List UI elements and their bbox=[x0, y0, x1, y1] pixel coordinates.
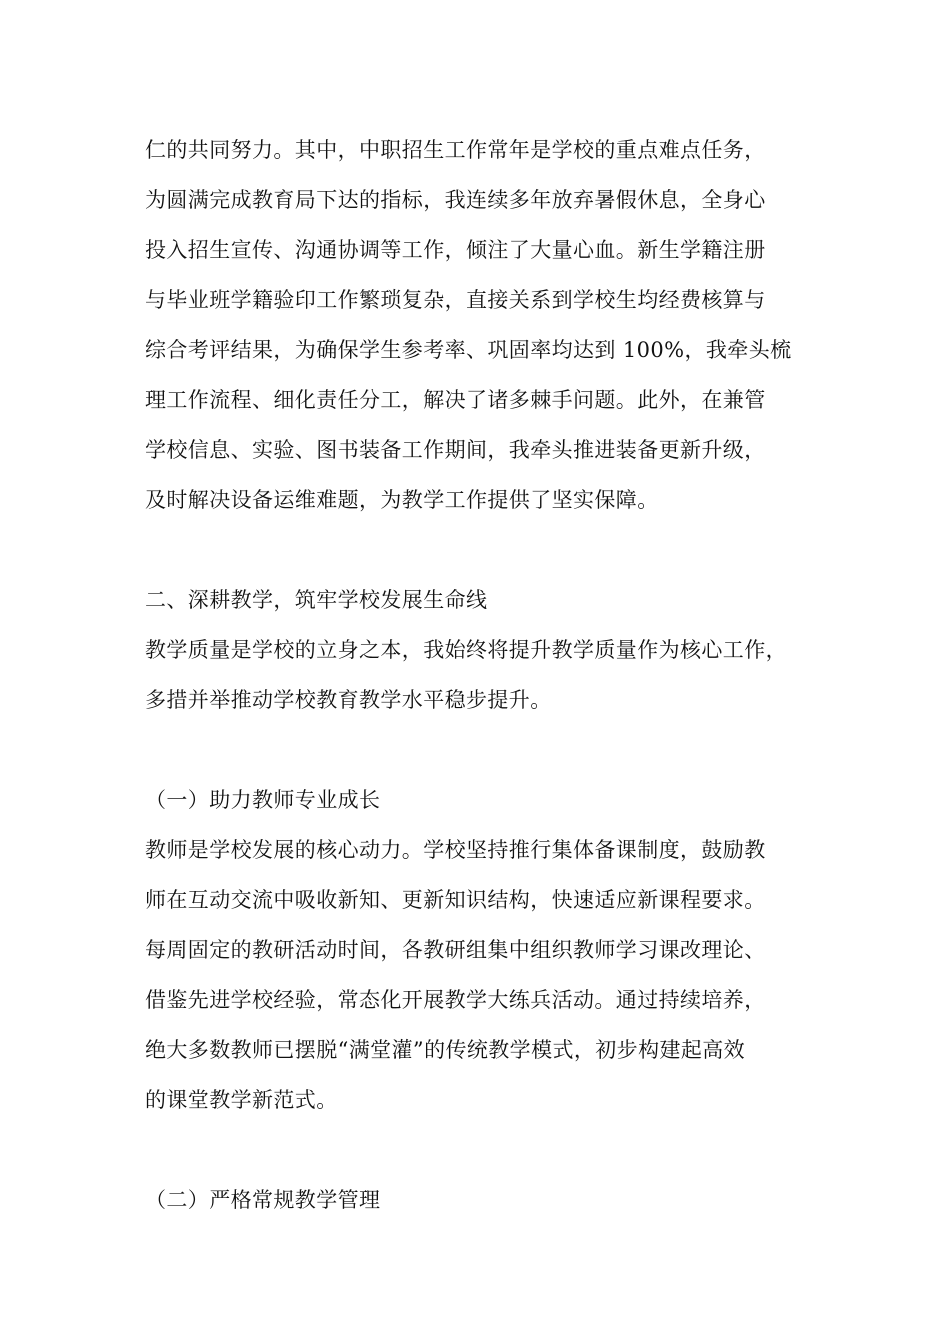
intro-line-2: 为圆满完成教育局下达的指标，我连续多年放弃暑假休息，全身心 bbox=[145, 188, 766, 212]
subsection1-heading: （一）助力教师专业成长 bbox=[145, 788, 381, 812]
intro-line-8: 及时解决设备运维难题，为教学工作提供了坚实保障。 bbox=[145, 488, 659, 512]
intro-line-6: 理工作流程、细化责任分工，解决了诸多棘手问题。此外，在兼管 bbox=[145, 388, 766, 412]
subsection1-line-3: 每周固定的教研活动时间，各教研组集中组织教师学习课改理论、 bbox=[145, 938, 766, 962]
subsection1-line-6: 的课堂教学新范式。 bbox=[145, 1088, 338, 1112]
section2-line-2: 多措并举推动学校教育教学水平稳步提升。 bbox=[145, 688, 552, 712]
subsection1-line-4: 借鉴先进学校经验，常态化开展教学大练兵活动。通过持续培养， bbox=[145, 988, 766, 1012]
section2-line-1: 教学质量是学校的立身之本，我始终将提升教学质量作为核心工作， bbox=[145, 638, 787, 662]
intro-line-5: 综合考评结果，为确保学生参考率、巩固率均达到 100%，我牵头梳 bbox=[145, 338, 792, 362]
intro-line-1: 仁的共同努力。其中，中职招生工作常年是学校的重点难点任务， bbox=[145, 138, 766, 162]
intro-line-7: 学校信息、实验、图书装备工作期间，我牵头推进装备更新升级， bbox=[145, 438, 766, 462]
section2-heading: 二、深耕教学，筑牢学校发展生命线 bbox=[145, 588, 488, 612]
subsection1-line-1: 教师是学校发展的核心动力。学校坚持推行集体备课制度，鼓励教 bbox=[145, 838, 766, 862]
subsection2-heading: （二）严格常规教学管理 bbox=[145, 1188, 381, 1212]
intro-line-3: 投入招生宣传、沟通协调等工作，倾注了大量心血。新生学籍注册 bbox=[145, 238, 766, 262]
subsection1-line-2: 师在互动交流中吸收新知、更新知识结构，快速适应新课程要求。 bbox=[145, 888, 766, 912]
intro-line-4: 与毕业班学籍验印工作繁琐复杂，直接关系到学校生均经费核算与 bbox=[145, 288, 766, 312]
subsection1-line-5: 绝大多数教师已摆脱“满堂灌”的传统教学模式，初步构建起高效 bbox=[145, 1038, 746, 1062]
